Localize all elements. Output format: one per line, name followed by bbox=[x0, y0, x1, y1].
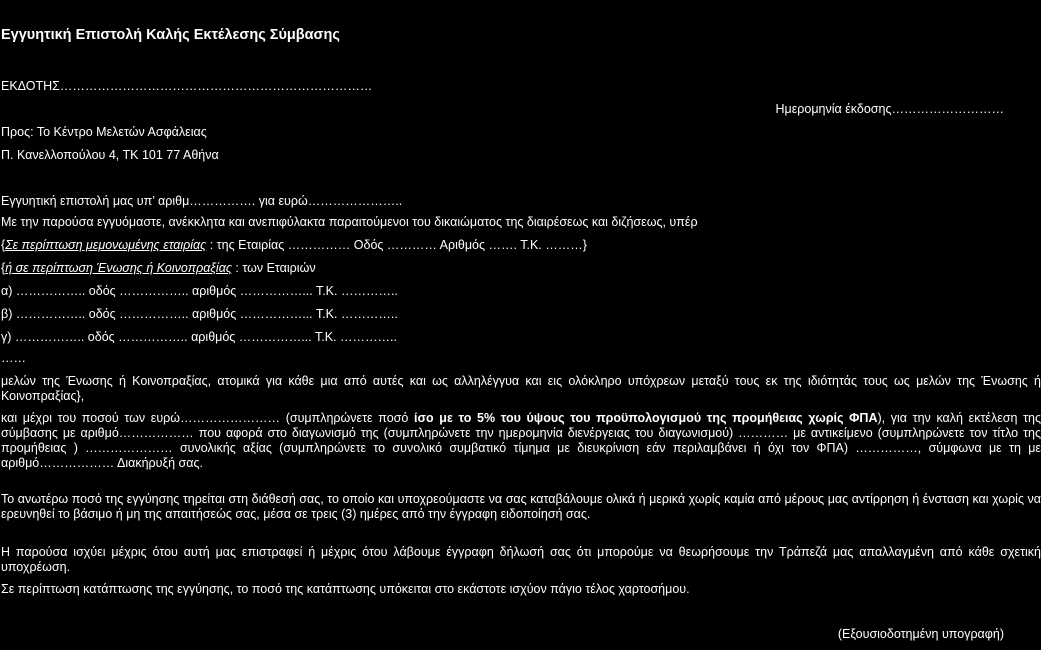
signature-line: (Εξουσιοδοτημένη υπογραφή) bbox=[837, 627, 1004, 641]
union-details: : των Εταιριών bbox=[231, 261, 316, 275]
members-ellipsis: …… bbox=[1, 351, 26, 365]
single-company-details: : της Εταιρίας …………… Οδός ………… Αριθμός ……. Τ.Κ. ………} bbox=[206, 238, 587, 252]
union-label: ή σε περίπτωση Ένωσης ή Κοινοπραξίας bbox=[5, 261, 232, 275]
member-b: β) …………….. οδός …………….. αριθμός ……………... Τ.Κ. ………….. bbox=[1, 307, 398, 321]
document-title: Εγγυητική Επιστολή Καλής Εκτέλεσης Σύμβασης bbox=[1, 27, 340, 43]
recipient-address: Π. Κανελλοπούλου 4, ΤΚ 101 77 Αθήνα bbox=[1, 148, 219, 162]
validity-paragraph: Η παρούσα ισχύει μέχρις ότου αυτή μας επιστραφεί ή μέχρις ότου λάβουμε έγγραφη δήλωσή σας ότι μπορούμε να θεωρήσουμε την Τράπεζά μας απαλλαγμένη από κάθε σχετική υποχρέωση. bbox=[1, 545, 1041, 574]
amount-paragraph bbox=[1, 411, 1041, 471]
member-c: γ) …………….. οδός …………….. αριθμός ……………... Τ.Κ. ………….. bbox=[1, 330, 397, 344]
issuer-line: ΕΚΔΟΤΗΣ………………………………………………………………… bbox=[1, 79, 373, 93]
union-case bbox=[1, 261, 316, 276]
single-company-case bbox=[1, 238, 587, 253]
members-paragraph: μελών της Ένωσης ή Κοινοπραξίας, ατομικά για κάθε μια από αυτές και ως αλληλέγγυα και εις ολόκληρο υπόχρεων μεταξύ τους εκ της ιδιότητάς τους ως μελών της Ένωσης ή Κοινοπραξίας}, bbox=[1, 374, 1041, 403]
recipient-line-1: Προς: Το Κέντρο Μελετών Ασφάλειας bbox=[1, 125, 207, 139]
amount-text-b: ), για την καλή εκτέλεση της σύμβασης με αριθμό……………… που αφορά στο διαγωνισμό της (συμπληρώνετε την ημερομηνία διενέργειας του διαγωνισμού) ………… με αντικείμενο (συμπληρώνετε τον τίτλο της προμήθειας ) ………………… συνολικής αξίας (συμπληρώνετε το συνολικό συμβατικό τίμημα με διευκρίνιση εάν περιλαμβάνει ή όχι τον ΦΠΑ) ……………, σύμφωνα με τη με αριθμό……………… Διακήρυξή σας. bbox=[1, 411, 1041, 470]
amount-bold-text: ίσο με το 5% του ύψους του προϋπολογισμού της προμήθειας χωρίς ΦΠΑ bbox=[414, 411, 878, 425]
member-a: α) …………….. οδός …………….. αριθμός ……………... Τ.Κ. ………….. bbox=[1, 284, 398, 298]
issue-date-line: Ημερομηνία έκδοσης……………………… bbox=[775, 102, 1004, 116]
letter-number-line: Εγγυητική επιστολή μας υπ’ αριθμ……………. για ευρώ………………….. bbox=[1, 194, 403, 208]
brace-open: { bbox=[1, 238, 6, 252]
guarantee-line: Με την παρούσα εγγυόμαστε, ανέκκλητα και ανεπιφύλακτα παραιτούμενοι του δικαιώματος της διαιρέσεως και διζήσεως, υπέρ bbox=[1, 215, 698, 229]
single-company-label: Σε περίπτωση μεμονωμένης εταιρίας bbox=[5, 238, 207, 252]
stamp-duty-paragraph: Σε περίπτωση κατάπτωσης της εγγύησης, το ποσό της κατάπτωσης υπόκειται στο εκάστοτε ισχύον πάγιο τέλος χαρτοσήμου. bbox=[1, 582, 690, 596]
amount-text-a: και μέχρι του ποσού των ευρώ…………………… (συμπληρώνετε ποσό bbox=[1, 411, 414, 425]
brace-open: { bbox=[1, 261, 6, 275]
payment-paragraph: Το ανωτέρω ποσό της εγγύησης τηρείται στη διάθεσή σας, το οποίο και υποχρεούμαστε να σας καταβάλουμε ολικά ή μερικά χωρίς καμία από μέρους μας αντίρρηση ή ένσταση και χωρίς να ερευνηθεί το βάσιμο ή μη της απαιτήσεώς σας, μέσα σε τρεις (3) ημέρες από την έγγραφη ειδοποίησή σας. bbox=[1, 492, 1041, 521]
